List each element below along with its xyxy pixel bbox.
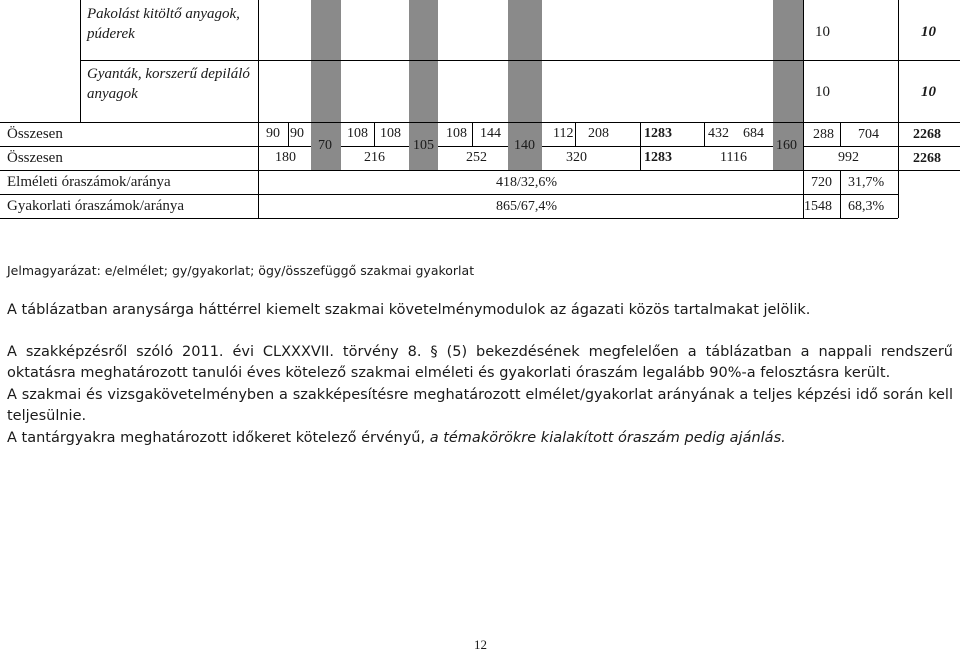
cell: 90	[266, 126, 280, 141]
grey-cell: 105	[413, 138, 434, 153]
row-label-gyakorlati: Gyakorlati óraszámok/aránya	[7, 198, 185, 214]
row-label-gyantak: Gyanták, korszerű depiláló anyagok	[87, 66, 250, 102]
cell-hours: 720	[811, 175, 832, 190]
row-total: 10	[921, 24, 936, 40]
note-timeframe-italic: a témakörökre kialakított óraszám pedig ajánlás.	[429, 430, 786, 446]
cell: 208	[588, 126, 609, 141]
row-value: 10	[815, 84, 830, 100]
row-value: 10	[815, 24, 830, 40]
grey-cell: 140	[514, 138, 535, 153]
page-number: 12	[474, 637, 487, 652]
note-highlight: A táblázatban aranysárga háttérrel kiemelt szakmai követelménymodulok az ágazati közös tartalmakat jelölik.	[7, 302, 811, 318]
cell: 112	[553, 126, 574, 141]
grey-cell: 160	[776, 138, 797, 153]
note-timeframe	[7, 428, 953, 449]
cell: 992	[838, 150, 859, 165]
cell: 2268	[913, 151, 941, 166]
note-law: A szakképzésről szóló 2011. évi CLXXXVII. törvény 8. § (5) bekezdésének megfelelően a táblázatban a nappali rendszerű oktatásra meghatározott tanulói éves kötelező szakmai elméleti és gyakorlati óraszám legalább 90%-a felosztásra került.	[7, 344, 953, 381]
row-total: 10	[921, 84, 936, 100]
cell: 252	[466, 150, 487, 165]
cell: 144	[480, 126, 501, 141]
cell: 108	[347, 126, 368, 141]
note-ratio: A szakmai és vizsgakövetelményben a szakképesítésre meghatározott elmélet/gyakorlat arányának a teljes képzési idő során kell teljesülnie.	[7, 387, 953, 424]
cell-percent: 68,3%	[848, 199, 885, 214]
cell: 432	[708, 126, 729, 141]
cell: 216	[364, 150, 385, 165]
cell: 108	[380, 126, 401, 141]
cell: 1116	[720, 150, 747, 165]
cell: 108	[446, 126, 467, 141]
row-label-elmeleti: Elméleti óraszámok/aránya	[7, 174, 171, 190]
legend-text: Jelmagyarázat: e/elmélet; gy/gyakorlat; ögy/összefüggő szakmai gyakorlat	[7, 263, 475, 278]
cell: 1283	[644, 150, 672, 165]
cell: 288	[813, 127, 834, 142]
row-label-osszesen: Összesen	[7, 150, 63, 166]
row-label-osszesen: Összesen	[7, 126, 63, 142]
cell-hours: 1548	[804, 199, 832, 214]
grey-cell: 70	[318, 138, 332, 153]
cell: 320	[566, 150, 587, 165]
cell: 704	[858, 127, 879, 142]
cell: 684	[743, 126, 764, 141]
note-timeframe-plain: A tantárgyakra meghatározott időkeret kötelező érvényű,	[7, 430, 430, 446]
cell-ratio: 865/67,4%	[496, 199, 558, 214]
cell: 1283	[644, 126, 672, 141]
cell: 180	[275, 150, 296, 165]
cell: 2268	[913, 127, 941, 142]
cell-ratio: 418/32,6%	[496, 175, 558, 190]
row-label-pakolas: Pakolást kitöltő anyagok, púderek	[87, 6, 240, 42]
cell: 90	[290, 126, 304, 141]
cell-percent: 31,7%	[848, 175, 885, 190]
